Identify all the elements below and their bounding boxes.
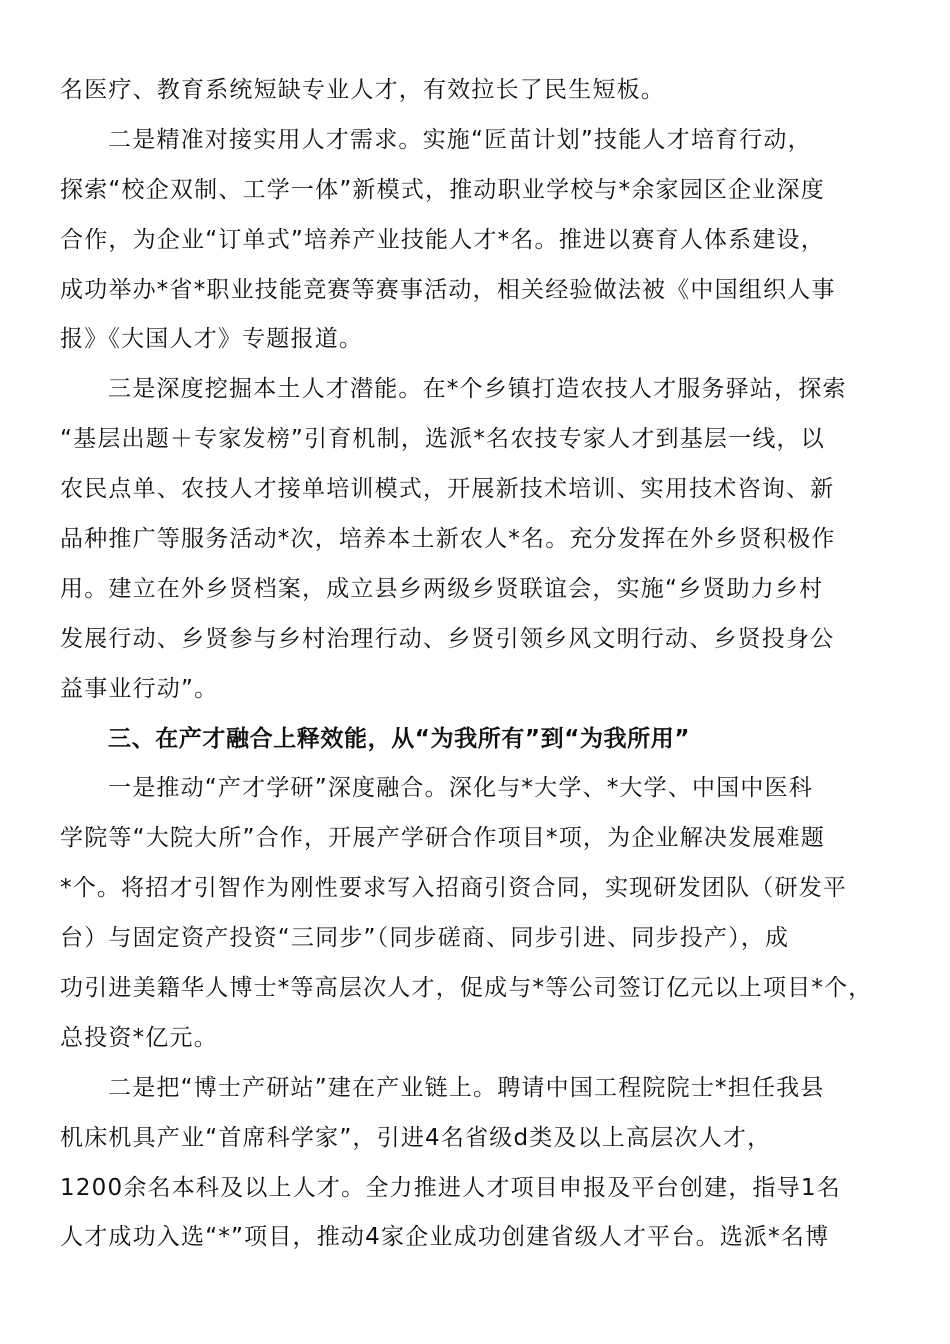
paragraph-line: 名医疗、教育系统短缺专业人才，有效拉长了民生短板。 [60,77,665,103]
paragraph-line: 机床机具产业“首席科学家”，引进4名省级d类及以上高层次人才， [60,1124,772,1151]
paragraph-line: 三是深度挖掘本土人才潜能。在*个乡镇打造农技人才服务驿站，探索 [108,376,847,403]
paragraph-line: 发展行动、乡贤参与乡村治理行动、乡贤引领乡风文明行动、乡贤投身公 [60,625,835,652]
paragraph-line: 台）与固定资产投资“三同步”（同步磋商、同步引进、同步投产），成 [60,925,790,952]
paragraph-line: 1200余名本科及以上人才。全力推进人才项目申报及平台创建，指导1名 [60,1174,841,1201]
document-page [60,66,900,1263]
paragraph-line: 用。建立在外乡贤档案，成立县乡两级乡贤联谊会，实施“乡贤助力乡村 [60,575,824,602]
paragraph-line: 人才成功入选“*”项目，推动4家企业成功创建省级人才平台。选派*名博 [60,1224,830,1251]
section-heading: 三、在产才融合上释效能，从“为我所有”到“为我所用” [108,725,691,752]
paragraph-line: 探索“校企双制、工学一体”新模式，推动职业学校与*余家园区企业深度 [60,176,825,203]
paragraph-line: 二是把“博士产研站”建在产业链上。聘请中国工程院院士*担任我县 [108,1074,825,1101]
paragraph-line: “基层出题＋专家发榜”引育机制，选派*名农技专家人才到基层一线，以 [60,426,825,453]
paragraph-line: 一是推动“产才学研”深度融合。深化与*大学、*大学、中国中医科 [108,775,814,802]
paragraph-line: 品种推广等服务活动*次，培养本土新农人*名。充分发挥在外乡贤积极作 [60,526,836,553]
paragraph-line: 农民点单、农技人才接单培训模式，开展新技术培训、实用技术咨询、新 [60,476,835,503]
paragraph-line: 功引进美籍华人博士*等高层次人才，促成与*等公司签订亿元以上项目*个， [60,975,873,1002]
paragraph-line: *个。将招才引智作为刚性要求写入招商引资合同，实现研发团队（研发平 [60,875,848,902]
paragraph-line: 合作，为企业“订单式”培养产业技能人才*名。推进以赛育人体系建设， [60,226,825,253]
paragraph-line: 总投资*亿元。 [60,1024,218,1051]
paragraph-line: 益事业行动”。 [60,675,219,702]
paragraph-line: 学院等“大院大所”合作，开展产学研合作项目*项，为企业解决发展难题 [60,825,825,852]
paragraph-line: 报》《大国人才》专题报道。 [60,326,364,353]
paragraph-line: 二是精准对接实用人才需求。实施“匠苗计划”技能人才培育行动， [108,126,812,153]
paragraph-line: 成功举办*省*职业技能竞赛等赛事活动，相关经验做法被《中国组织人事 [60,276,836,303]
